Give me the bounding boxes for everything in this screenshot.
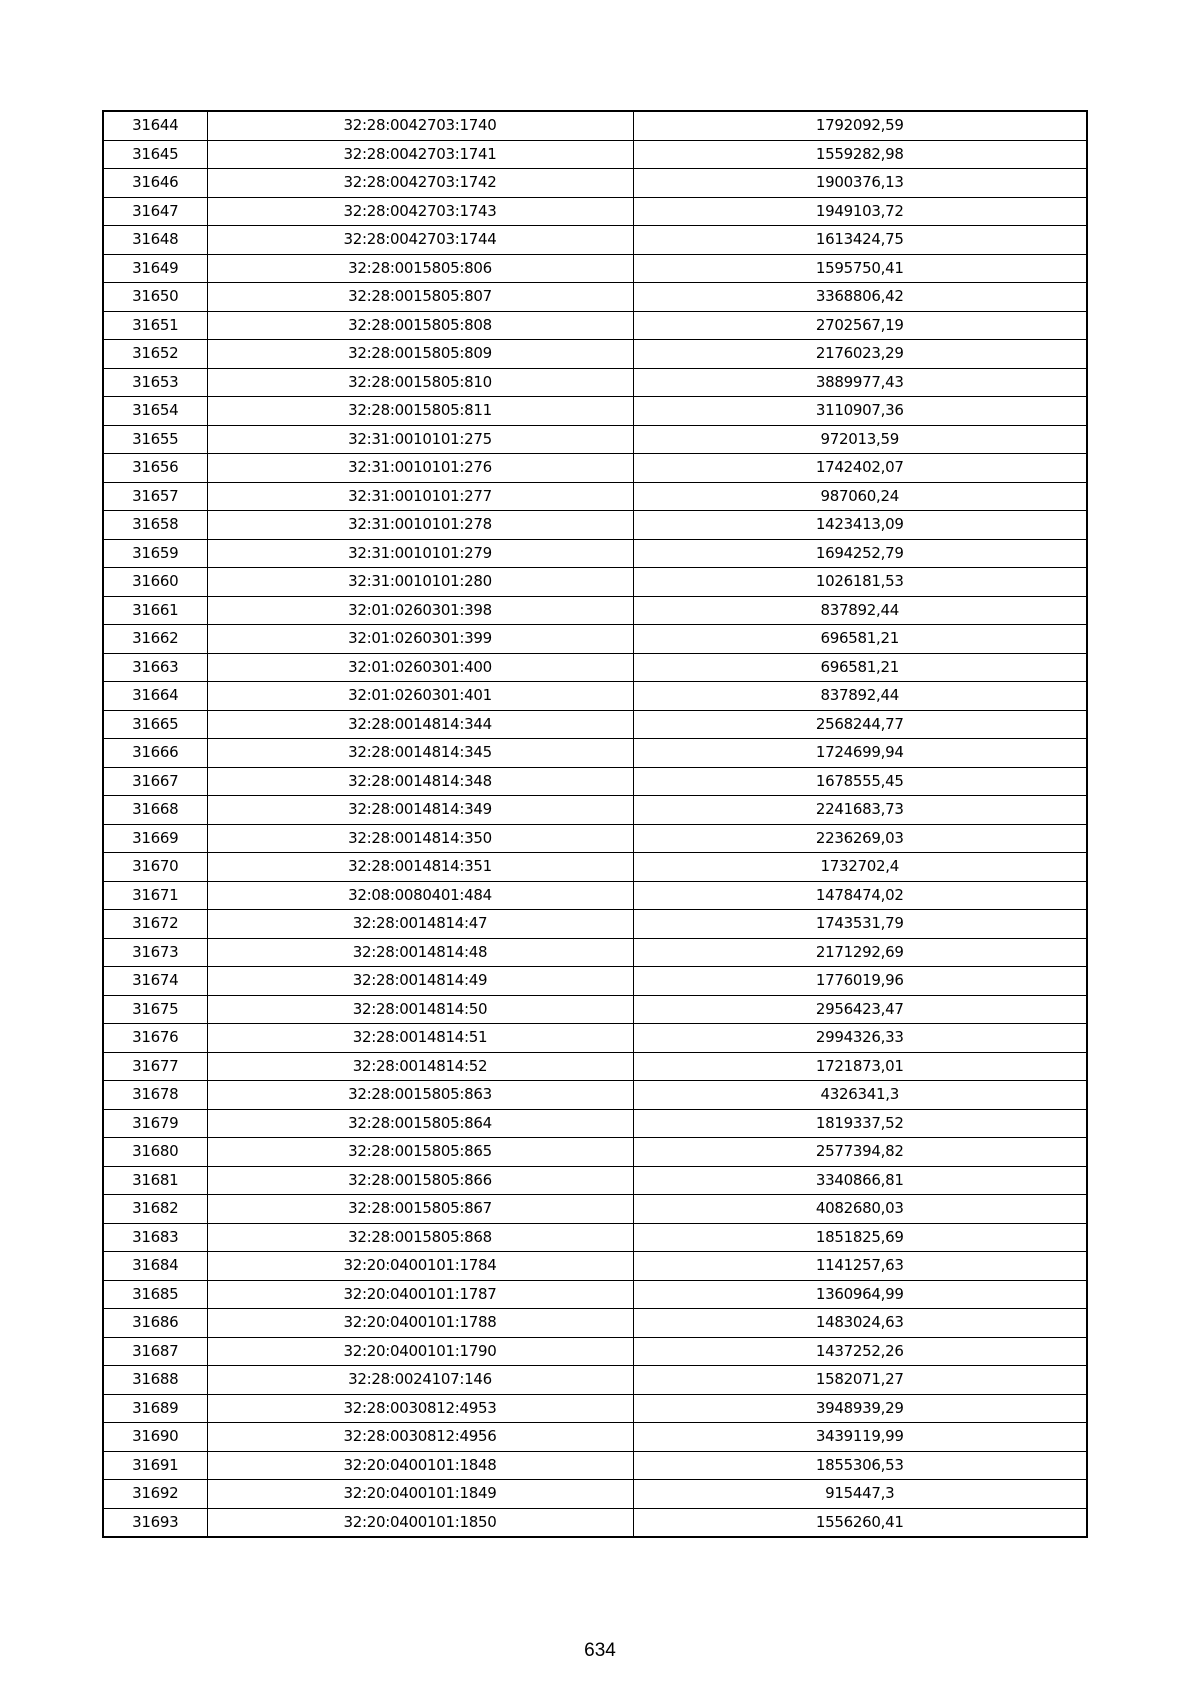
cadastral-value-cell: 2236269,03 (633, 824, 1087, 853)
table-row (103, 1052, 1087, 1081)
cadastral-value-cell: 837892,44 (633, 596, 1087, 625)
cadastral-number-cell: 32:31:0010101:280 (207, 568, 633, 597)
cadastral-value-cell: 2702567,19 (633, 311, 1087, 340)
cadastral-value-cell: 1559282,98 (633, 140, 1087, 169)
table-row (103, 254, 1087, 283)
row-number-cell: 31683 (103, 1223, 207, 1252)
cadastral-value-cell: 1855306,53 (633, 1451, 1087, 1480)
cadastral-number-cell: 32:01:0260301:400 (207, 653, 633, 682)
row-number-cell: 31646 (103, 169, 207, 198)
cadastral-value-cell: 3340866,81 (633, 1166, 1087, 1195)
cadastral-number-cell: 32:28:0015805:811 (207, 397, 633, 426)
table-row (103, 1366, 1087, 1395)
row-number-cell: 31674 (103, 967, 207, 996)
cadastral-value-cell: 696581,21 (633, 625, 1087, 654)
table-row (103, 796, 1087, 825)
table-row (103, 1223, 1087, 1252)
row-number-cell: 31664 (103, 682, 207, 711)
row-number-cell: 31693 (103, 1508, 207, 1537)
cadastral-value-cell: 1743531,79 (633, 910, 1087, 939)
cadastral-value-cell: 1556260,41 (633, 1508, 1087, 1537)
cadastral-number-cell: 32:28:0014814:51 (207, 1024, 633, 1053)
cadastral-number-cell: 32:28:0014814:50 (207, 995, 633, 1024)
table-row (103, 596, 1087, 625)
row-number-cell: 31652 (103, 340, 207, 369)
table-row (103, 340, 1087, 369)
table-row (103, 1337, 1087, 1366)
row-number-cell: 31679 (103, 1109, 207, 1138)
cadastral-value-cell: 987060,24 (633, 482, 1087, 511)
cadastral-number-cell: 32:28:0042703:1742 (207, 169, 633, 198)
row-number-cell: 31676 (103, 1024, 207, 1053)
cadastral-value-cell: 2956423,47 (633, 995, 1087, 1024)
row-number-cell: 31669 (103, 824, 207, 853)
row-number-cell: 31657 (103, 482, 207, 511)
row-number-cell: 31663 (103, 653, 207, 682)
row-number-cell: 31686 (103, 1309, 207, 1338)
cadastral-number-cell: 32:28:0015805:808 (207, 311, 633, 340)
cadastral-number-cell: 32:20:0400101:1790 (207, 1337, 633, 1366)
cadastral-number-cell: 32:20:0400101:1849 (207, 1480, 633, 1509)
table-row (103, 1024, 1087, 1053)
table-row (103, 824, 1087, 853)
cadastral-value-cell: 915447,3 (633, 1480, 1087, 1509)
row-number-cell: 31653 (103, 368, 207, 397)
cadastral-number-cell: 32:28:0014814:349 (207, 796, 633, 825)
cadastral-number-cell: 32:28:0015805:868 (207, 1223, 633, 1252)
cadastral-value-cell: 1613424,75 (633, 226, 1087, 255)
cadastral-number-cell: 32:31:0010101:275 (207, 425, 633, 454)
table-row (103, 1109, 1087, 1138)
table-row (103, 1166, 1087, 1195)
cadastral-value-cell: 1141257,63 (633, 1252, 1087, 1281)
cadastral-number-cell: 32:28:0014814:344 (207, 710, 633, 739)
table-row (103, 625, 1087, 654)
row-number-cell: 31665 (103, 710, 207, 739)
table-row (103, 1480, 1087, 1509)
page-number: 634 (584, 1640, 616, 1661)
cadastral-value-cell: 1678555,45 (633, 767, 1087, 796)
cadastral-value-cell: 1437252,26 (633, 1337, 1087, 1366)
row-number-cell: 31660 (103, 568, 207, 597)
cadastral-value-cell: 3948939,29 (633, 1394, 1087, 1423)
row-number-cell: 31670 (103, 853, 207, 882)
row-number-cell: 31690 (103, 1423, 207, 1452)
cadastral-number-cell: 32:28:0014814:52 (207, 1052, 633, 1081)
cadastral-value-cell: 1819337,52 (633, 1109, 1087, 1138)
row-number-cell: 31684 (103, 1252, 207, 1281)
cadastral-value-cell: 1582071,27 (633, 1366, 1087, 1395)
table-row (103, 881, 1087, 910)
cadastral-value-cell: 972013,59 (633, 425, 1087, 454)
cadastral-number-cell: 32:28:0015805:867 (207, 1195, 633, 1224)
cadastral-number-cell: 32:28:0042703:1743 (207, 197, 633, 226)
table-row (103, 1423, 1087, 1452)
cadastral-number-cell: 32:28:0015805:866 (207, 1166, 633, 1195)
row-number-cell: 31688 (103, 1366, 207, 1395)
cadastral-number-cell: 32:28:0014814:48 (207, 938, 633, 967)
row-number-cell: 31687 (103, 1337, 207, 1366)
row-number-cell: 31666 (103, 739, 207, 768)
row-number-cell: 31678 (103, 1081, 207, 1110)
cadastral-number-cell: 32:31:0010101:278 (207, 511, 633, 540)
row-number-cell: 31656 (103, 454, 207, 483)
table-row (103, 653, 1087, 682)
table-row (103, 1195, 1087, 1224)
cadastral-value-cell: 2577394,82 (633, 1138, 1087, 1167)
cadastral-value-cell: 3110907,36 (633, 397, 1087, 426)
cadastral-value-table (102, 110, 1088, 1538)
row-number-cell: 31647 (103, 197, 207, 226)
table-row (103, 1138, 1087, 1167)
cadastral-number-cell: 32:08:0080401:484 (207, 881, 633, 910)
cadastral-value-cell: 2241683,73 (633, 796, 1087, 825)
table-row (103, 710, 1087, 739)
row-number-cell: 31649 (103, 254, 207, 283)
cadastral-number-cell: 32:28:0014814:348 (207, 767, 633, 796)
table-row (103, 539, 1087, 568)
cadastral-number-cell: 32:31:0010101:279 (207, 539, 633, 568)
table-row (103, 1309, 1087, 1338)
table-row (103, 311, 1087, 340)
cadastral-value-cell: 1851825,69 (633, 1223, 1087, 1252)
cadastral-value-cell: 1949103,72 (633, 197, 1087, 226)
row-number-cell: 31651 (103, 311, 207, 340)
cadastral-value-cell: 2176023,29 (633, 340, 1087, 369)
cadastral-value-cell: 1483024,63 (633, 1309, 1087, 1338)
table-row (103, 140, 1087, 169)
cadastral-number-cell: 32:20:0400101:1848 (207, 1451, 633, 1480)
table-row (103, 482, 1087, 511)
row-number-cell: 31661 (103, 596, 207, 625)
cadastral-value-cell: 3889977,43 (633, 368, 1087, 397)
cadastral-value-cell: 2994326,33 (633, 1024, 1087, 1053)
row-number-cell: 31659 (103, 539, 207, 568)
table-row (103, 1394, 1087, 1423)
cadastral-number-cell: 32:01:0260301:401 (207, 682, 633, 711)
table-row (103, 1451, 1087, 1480)
cadastral-value-cell: 1694252,79 (633, 539, 1087, 568)
table-row (103, 226, 1087, 255)
cadastral-number-cell: 32:28:0042703:1741 (207, 140, 633, 169)
table-row (103, 1252, 1087, 1281)
row-number-cell: 31668 (103, 796, 207, 825)
table-row (103, 682, 1087, 711)
table-row (103, 967, 1087, 996)
cadastral-number-cell: 32:28:0015805:810 (207, 368, 633, 397)
table-row (103, 197, 1087, 226)
row-number-cell: 31675 (103, 995, 207, 1024)
cadastral-value-cell: 2568244,77 (633, 710, 1087, 739)
row-number-cell: 31682 (103, 1195, 207, 1224)
cadastral-number-cell: 32:28:0042703:1740 (207, 111, 633, 140)
row-number-cell: 31648 (103, 226, 207, 255)
cadastral-number-cell: 32:28:0015805:864 (207, 1109, 633, 1138)
cadastral-value-cell: 1478474,02 (633, 881, 1087, 910)
table-row (103, 767, 1087, 796)
table-row (103, 853, 1087, 882)
cadastral-value-cell: 1026181,53 (633, 568, 1087, 597)
row-number-cell: 31662 (103, 625, 207, 654)
cadastral-number-cell: 32:28:0015805:807 (207, 283, 633, 312)
cadastral-value-cell: 1423413,09 (633, 511, 1087, 540)
table-row (103, 995, 1087, 1024)
row-number-cell: 31654 (103, 397, 207, 426)
row-number-cell: 31680 (103, 1138, 207, 1167)
row-number-cell: 31691 (103, 1451, 207, 1480)
cadastral-number-cell: 32:28:0015805:806 (207, 254, 633, 283)
cadastral-number-cell: 32:28:0014814:351 (207, 853, 633, 882)
table-row (103, 739, 1087, 768)
table-row (103, 169, 1087, 198)
cadastral-value-cell: 1732702,4 (633, 853, 1087, 882)
cadastral-value-cell: 1792092,59 (633, 111, 1087, 140)
cadastral-value-cell: 837892,44 (633, 682, 1087, 711)
table-row (103, 111, 1087, 140)
cadastral-value-cell: 3439119,99 (633, 1423, 1087, 1452)
cadastral-number-cell: 32:20:0400101:1788 (207, 1309, 633, 1338)
table-row (103, 454, 1087, 483)
row-number-cell: 31673 (103, 938, 207, 967)
table-row (103, 1081, 1087, 1110)
cadastral-number-cell: 32:28:0014814:350 (207, 824, 633, 853)
table-row (103, 938, 1087, 967)
cadastral-value-cell: 1776019,96 (633, 967, 1087, 996)
row-number-cell: 31681 (103, 1166, 207, 1195)
table-row (103, 910, 1087, 939)
cadastral-number-cell: 32:31:0010101:277 (207, 482, 633, 511)
table-row (103, 1280, 1087, 1309)
table-row (103, 368, 1087, 397)
cadastral-number-cell: 32:31:0010101:276 (207, 454, 633, 483)
cadastral-number-cell: 32:28:0015805:863 (207, 1081, 633, 1110)
table-row (103, 283, 1087, 312)
row-number-cell: 31650 (103, 283, 207, 312)
row-number-cell: 31645 (103, 140, 207, 169)
row-number-cell: 31692 (103, 1480, 207, 1509)
row-number-cell: 31658 (103, 511, 207, 540)
cadastral-number-cell: 32:28:0030812:4953 (207, 1394, 633, 1423)
cadastral-value-cell: 696581,21 (633, 653, 1087, 682)
table-body (103, 111, 1087, 1537)
row-number-cell: 31685 (103, 1280, 207, 1309)
cadastral-number-cell: 32:28:0030812:4956 (207, 1423, 633, 1452)
cadastral-value-cell: 1360964,99 (633, 1280, 1087, 1309)
cadastral-number-cell: 32:28:0015805:809 (207, 340, 633, 369)
cadastral-value-cell: 1721873,01 (633, 1052, 1087, 1081)
cadastral-number-cell: 32:28:0014814:47 (207, 910, 633, 939)
cadastral-value-cell: 2171292,69 (633, 938, 1087, 967)
row-number-cell: 31644 (103, 111, 207, 140)
row-number-cell: 31671 (103, 881, 207, 910)
cadastral-number-cell: 32:28:0014814:345 (207, 739, 633, 768)
cadastral-value-cell: 4326341,3 (633, 1081, 1087, 1110)
cadastral-number-cell: 32:20:0400101:1784 (207, 1252, 633, 1281)
cadastral-number-cell: 32:28:0015805:865 (207, 1138, 633, 1167)
table-row (103, 511, 1087, 540)
cadastral-number-cell: 32:28:0014814:49 (207, 967, 633, 996)
row-number-cell: 31677 (103, 1052, 207, 1081)
cadastral-value-cell: 3368806,42 (633, 283, 1087, 312)
cadastral-value-cell: 4082680,03 (633, 1195, 1087, 1224)
table-row (103, 397, 1087, 426)
table-row (103, 1508, 1087, 1537)
cadastral-number-cell: 32:28:0042703:1744 (207, 226, 633, 255)
row-number-cell: 31655 (103, 425, 207, 454)
row-number-cell: 31689 (103, 1394, 207, 1423)
table-row (103, 425, 1087, 454)
cadastral-number-cell: 32:01:0260301:399 (207, 625, 633, 654)
cadastral-number-cell: 32:01:0260301:398 (207, 596, 633, 625)
cadastral-value-cell: 1724699,94 (633, 739, 1087, 768)
table-row (103, 568, 1087, 597)
row-number-cell: 31672 (103, 910, 207, 939)
cadastral-value-cell: 1742402,07 (633, 454, 1087, 483)
row-number-cell: 31667 (103, 767, 207, 796)
cadastral-number-cell: 32:20:0400101:1850 (207, 1508, 633, 1537)
cadastral-value-cell: 1900376,13 (633, 169, 1087, 198)
cadastral-number-cell: 32:28:0024107:146 (207, 1366, 633, 1395)
cadastral-value-cell: 1595750,41 (633, 254, 1087, 283)
cadastral-number-cell: 32:20:0400101:1787 (207, 1280, 633, 1309)
